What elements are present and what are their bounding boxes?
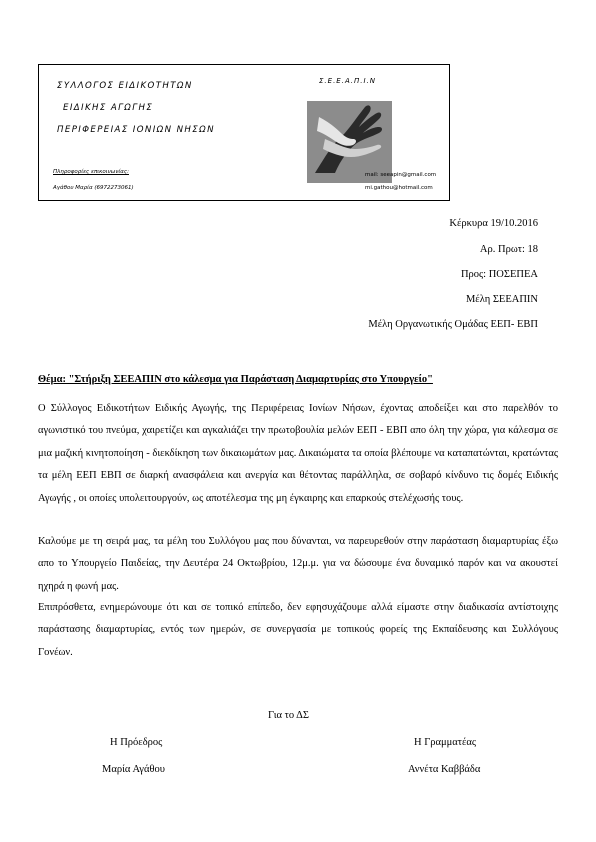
email-1: mail: seeapin@gmail.com xyxy=(365,172,437,178)
contact-label: Πληροφορίες επικοινωνίας: xyxy=(53,169,129,175)
body-paragraph-2: Καλούμε με τη σειρά μας, τα μέλη του Συλλόγου μας που δύνανται, να παρευρεθούν στην παράσταση διαμαρτυρίας έξω απο το Υπουργείο Παιδείας, την Δευτέρα 24 Οκτωβρίου, 12μ.μ. για να δώσουμε ένα δυναμικό παρόν και να ακουστεί ηχηρά η φωνή μας. xyxy=(38,536,558,592)
body-paragraph-1: Ο Σύλλογος Ειδικοτήτων Ειδικής Αγωγής, της Περιφέρειας Ιονίων Νήσων, έχοντας αποδείξει και στο παρελθόν το αγωνιστικό του πνεύμα, χαιρετίζει και αγκαλιάζει την πρωτοβουλία μελών ΕΕΠ - ΕΒΠ απο όλη την χώρα, για κάλεσμα σε μια μαζική κινητοποίηση - διεκδίκηση των δικαιωμάτων μας. Δικαιώματα τα οποία βλέπουμε να καταπατώνται, κρατώντας τα μέλη ΕΕΠ ΕΒΠ σε διαρκή ανασφάλεια και ανεργία και θέτοντας παράλληλα, σε σοβαρό κίνδυνο τις δομές Ειδικής Αγωγής , οι οποίες υπολειτουργούν, ως αποτέλεσμα της μη έγκαιρης και επαρκούς στελέχωσής τους. xyxy=(38,403,558,504)
email-2: mi.gathou@hotmail.com xyxy=(365,185,433,191)
secretary-name: Αννέτα Καββάδα xyxy=(408,764,481,775)
contact-person: Αγάθου Μαρία (6972273061) xyxy=(53,185,134,191)
signature-for-board: Για το ΔΣ xyxy=(268,710,310,721)
logo-text: Σ.Ε.Ε.Α.Π.Ι.Ν xyxy=(319,77,376,85)
hands-logo-icon xyxy=(305,77,394,185)
letterhead-line-1: ΣΥΛΛΟΓΟΣ ΕΙΔΙΚΟΤΗΤΩΝ xyxy=(57,81,193,91)
letter-subject: Θέμα: "Στήριξη ΣΕΕΑΠΙΝ στο κάλεσμα για Παράσταση Διαμαρτυρίας στο Υπουργείο" xyxy=(38,374,433,385)
recipient-primary: Προς: ΠΟΣΕΠΕΑ xyxy=(460,269,538,280)
president-name: Μαρία Αγάθου xyxy=(102,764,165,775)
president-title: Η Πρόεδρος xyxy=(110,737,163,748)
secretary-title: Η Γραμματέας xyxy=(414,737,477,748)
protocol-number: Αρ. Πρωτ: 18 xyxy=(479,244,538,255)
letterhead-line-3: ΠΕΡΙΦΕΡΕΙΑΣ ΙΟΝΙΩΝ ΝΗΣΩΝ xyxy=(57,125,215,135)
letterhead-line-2: ΕΙΔΙΚΗΣ ΑΓΩΓΗΣ xyxy=(63,103,154,113)
letterhead xyxy=(38,64,450,201)
body-paragraph-3: Επιπρόσθετα, ενημερώνουμε ότι και σε τοπικό επίπεδο, δεν εφησυχάζουμε αλλά είμαστε στην διαδικασία αντίστοιχης παράστασης διαμαρτυρίας, εντός των ημερών, σε συνεργασία με τοπικούς φορείς της Εκπαίδευσης και Συλλόγους Γονέων. xyxy=(38,602,558,658)
recipient-tertiary: Μέλη Οργανωτικής Ομάδας ΕΕΠ- ΕΒΠ xyxy=(368,319,538,330)
recipient-secondary: Μέλη ΣΕΕΑΠΙΝ xyxy=(465,294,538,305)
association-logo xyxy=(305,77,394,185)
letter-date: Κέρκυρα 19/10.2016 xyxy=(449,218,538,229)
